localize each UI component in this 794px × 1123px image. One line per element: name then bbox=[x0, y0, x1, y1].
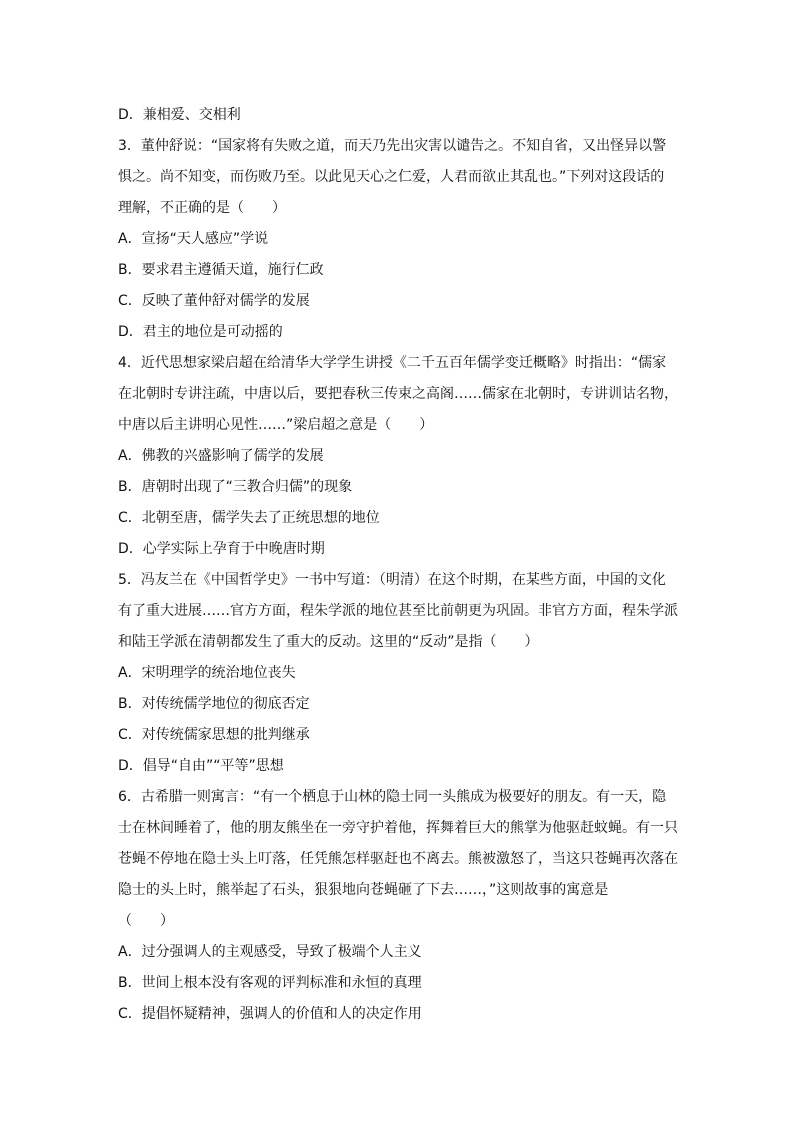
q3-option-d: D．君主的地位是可动摇的 bbox=[118, 324, 283, 340]
document-page bbox=[118, 100, 678, 1030]
question-4 bbox=[118, 348, 678, 565]
question-3 bbox=[118, 131, 678, 348]
q4-option-b: B．唐朝时出现了“三教合归儒”的现象 bbox=[118, 479, 353, 495]
q5-option-b: B．对传统儒学地位的彻底否定 bbox=[118, 696, 310, 712]
q6-option-a: A．过分强调人的主观感受，导致了极端个人主义 bbox=[118, 944, 422, 960]
q6-stem-line: 苍蝇不停地在隐士头上叮落，任凭熊怎样驱赶也不离去。熊被激怒了，当这只苍蝇再次落在 bbox=[118, 851, 678, 867]
question-6 bbox=[118, 782, 678, 1030]
q6-stem-line: 士在林间睡着了，他的朋友熊坐在一旁守护着他，挥舞着巨大的熊掌为他驱赶蚊蝇。有一只 bbox=[118, 820, 678, 836]
q3-stem-line: 理解，不正确的是（ ） bbox=[118, 200, 286, 216]
q4-stem-line: 中唐以后主讲明心见性……”梁启超之意是（ ） bbox=[118, 417, 434, 433]
q4-stem-line: 在北朝时专讲注疏，中唐以后，要把春秋三传束之高阁……儒家在北朝时，专讲训诂名物， bbox=[118, 386, 678, 402]
q5-option-a: A．宋明理学的统治地位丧失 bbox=[118, 665, 296, 681]
q4-stem-line: 4．近代思想家梁启超在给清华大学学生讲授《二千五百年儒学变迁概略》时指出：“儒家 bbox=[118, 355, 667, 371]
q3-option-b: B．要求君主遵循天道，施行仁政 bbox=[118, 262, 324, 278]
q2-option-d: D．兼相爱、交相利 bbox=[118, 107, 241, 123]
q6-option-b: B．世间上根本没有客观的评判标准和永恒的真理 bbox=[118, 975, 422, 991]
q5-option-c: C．对传统儒家思想的批判继承 bbox=[118, 727, 310, 743]
q3-option-c: C．反映了董仲舒对儒学的发展 bbox=[118, 293, 310, 309]
q6-stem-line: （ ） bbox=[118, 913, 174, 929]
q5-stem-line: 5．冯友兰在《中国哲学史》一书中写道：（明清）在这个时期，在某些方面，中国的文化 bbox=[118, 572, 666, 588]
q5-stem-line: 有了重大进展……官方方面，程朱学派的地位甚至比前朝更为巩固。非官方方面，程朱学派 bbox=[118, 603, 678, 619]
q3-option-a: A．宣扬“天人感应”学说 bbox=[118, 231, 269, 247]
q5-stem-line: 和陆王学派在清朝都发生了重大的反动。这里的“反动”是指（ ） bbox=[118, 634, 539, 650]
q5-option-d: D．倡导“自由”“平等”思想 bbox=[118, 758, 284, 774]
q3-stem-line: 3．董仲舒说：“国家将有失败之道，而天乃先出灾害以谴告之。不知自省，又出怪异以警 bbox=[118, 138, 667, 154]
q6-stem-line: 6．古希腊一则寓言：“有一个栖息于山林的隐士同一头熊成为极要好的朋友。有一天，隐 bbox=[118, 789, 667, 805]
q4-option-a: A．佛教的兴盛影响了儒学的发展 bbox=[118, 448, 324, 464]
q4-option-c: C．北朝至唐，儒学失去了正统思想的地位 bbox=[118, 510, 380, 526]
q6-stem-line: 隐士的头上时，熊举起了石头，狠狠地向苍蝇砸了下去……，”这则故事的寓意是 bbox=[118, 882, 609, 898]
q4-option-d: D．心学实际上孕育于中晚唐时期 bbox=[118, 541, 325, 557]
question-5 bbox=[118, 565, 678, 782]
q6-option-c: C．提倡怀疑精神，强调人的价值和人的决定作用 bbox=[118, 1006, 422, 1022]
q3-stem-line: 惧之。尚不知变，而伤败乃至。以此见天心之仁爱，人君而欲止其乱也。”下列对这段话的 bbox=[118, 169, 665, 185]
